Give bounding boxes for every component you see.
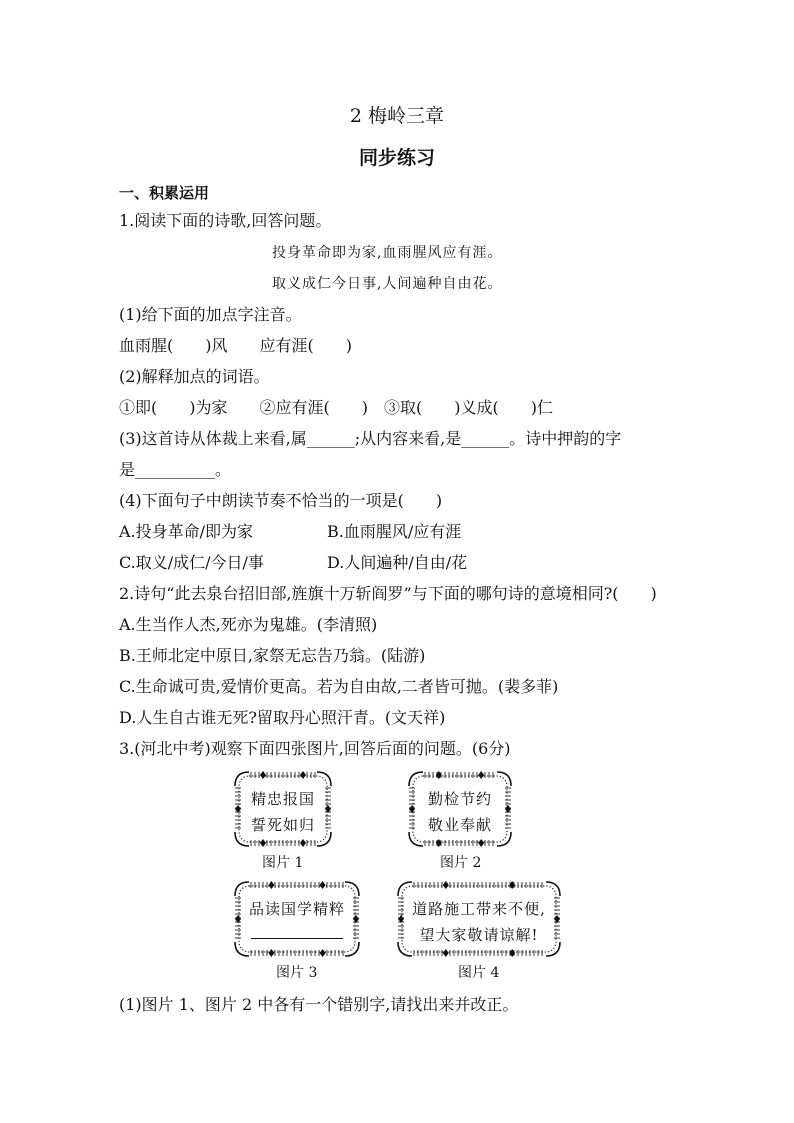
picture-1 — [233, 770, 333, 848]
decorative-border — [233, 770, 333, 848]
q1-part4-label: (4)下面句子中朗读节奏不恰当的一项是( ) — [119, 491, 443, 510]
q2-option-a: A.生当作人杰,死亦为鬼雄。(李清照) — [119, 615, 378, 634]
q2-option-c: C.生命诚可贵,爱情价更高。若为自由故,二者皆可抛。(裴多菲) — [119, 677, 559, 696]
picture-4-caption: 图片 4 — [458, 965, 500, 981]
picture-3-answer-blank[interactable] — [233, 924, 361, 943]
picture-3-caption: 图片 3 — [276, 965, 318, 981]
picture-2 — [407, 770, 513, 848]
decorative-border — [407, 770, 513, 848]
picture-3-line-1: 品读国学精粹 — [248, 900, 345, 918]
q1-part1-label: (1)给下面的加点字注音。 — [119, 305, 302, 324]
picture-4-line-1: 道路施工带来不便, — [412, 900, 546, 918]
page-subtitle: 同步练习 — [358, 147, 435, 169]
q1-part3-line2: 是__________。 — [119, 460, 232, 479]
q2-option-b: B.王师北定中原日,家祭无忘告乃翁。(陆游) — [119, 646, 426, 665]
poem-line-2: 取义成仁今日事,人间遍种自由花。 — [272, 276, 503, 292]
picture-2-caption: 图片 2 — [440, 855, 482, 871]
q3-subquestion-1: (1)图片 1、图片 2 中各有一个错别字,请找出来并改正。 — [119, 995, 519, 1014]
q1-option-d: D.人间遍种/自由/花 — [327, 553, 468, 572]
picture-2-line-1: 勤检节约 — [427, 790, 492, 808]
q1-part2-label: (2)解释加点的词语。 — [119, 367, 270, 386]
q1-option-b: B.血雨腥风/应有涯 — [327, 522, 462, 541]
decorative-border — [233, 880, 361, 958]
picture-3 — [233, 880, 361, 958]
q1-part2-items: ①即( )为家 ②应有涯( ) ③取( )义成( )仁 — [119, 398, 553, 417]
poem-line-1: 投身革命即为家,血雨腥风应有涯。 — [272, 245, 503, 261]
page-title: 2 梅岭三章 — [349, 105, 445, 127]
q1-option-a: A.投身革命/即为家 — [119, 522, 254, 541]
q1-stem: 1.阅读下面的诗歌,回答问题。 — [119, 211, 332, 230]
q1-option-c: C.取义/成仁/今日/事 — [119, 553, 264, 572]
q1-part3-line1: (3)这首诗从体裁上来看,属______;从内容来看,是______。诗中押韵的字 — [119, 429, 622, 448]
picture-4-line-2: 望大家敬请谅解! — [419, 926, 539, 944]
q3-stem: 3.(河北中考)观察下面四张图片,回答后面的问题。(6分) — [119, 739, 511, 758]
picture-1-caption: 图片 1 — [262, 855, 304, 871]
section-heading: 一、积累运用 — [119, 184, 210, 202]
picture-2-line-2: 敬业奉献 — [427, 816, 492, 834]
picture-4 — [396, 880, 562, 958]
picture-1-line-2: 誓死如归 — [250, 816, 315, 834]
q1-part1-items: 血雨腥( )风 应有涯( ) — [119, 336, 352, 355]
picture-1-line-1: 精忠报国 — [250, 790, 315, 808]
decorative-border — [396, 880, 562, 958]
q2-option-d: D.人生自古谁无死?留取丹心照汗青。(文天祥) — [119, 708, 446, 727]
q2-stem: 2.诗句“此去泉台招旧部,旌旗十万斩阎罗”与下面的哪句诗的意境相同?( ) — [119, 584, 657, 603]
